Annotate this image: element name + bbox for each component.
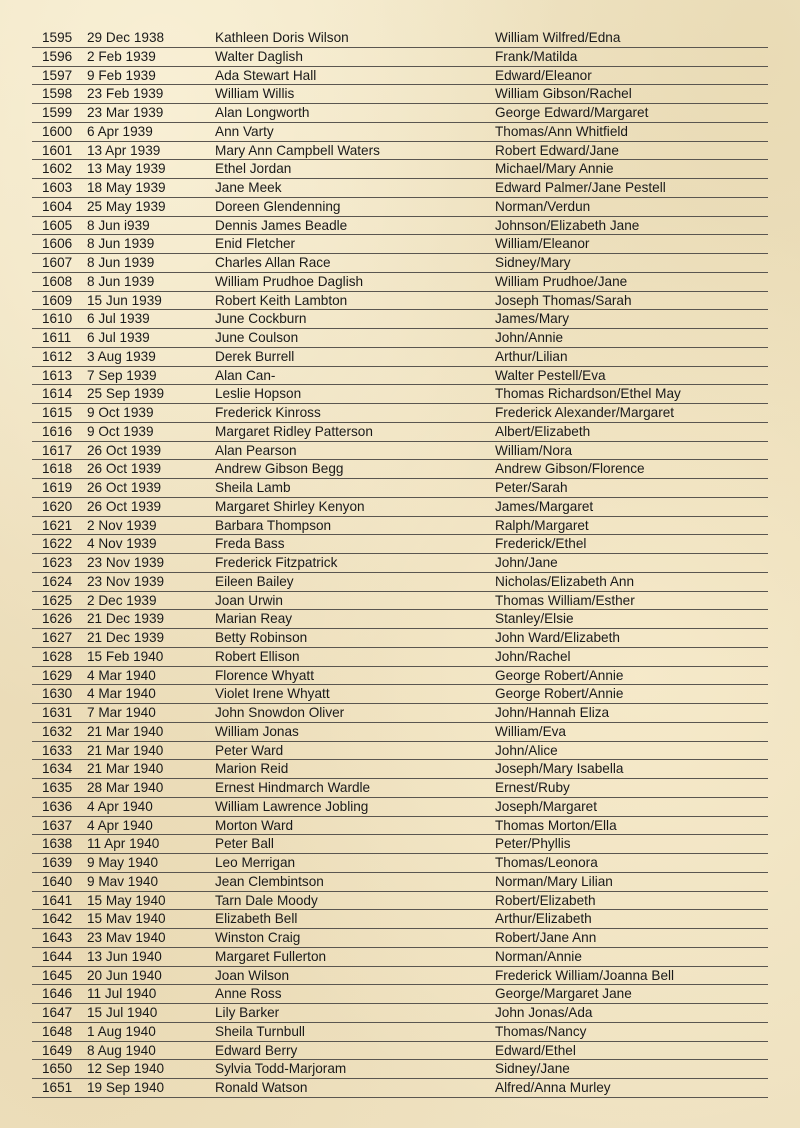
child-name: Derek Burrell	[215, 348, 295, 364]
child-name: William Jonas	[215, 723, 299, 739]
parents-names: Joseph Thomas/Sarah	[495, 292, 632, 308]
entry-number: 1600	[42, 123, 73, 139]
child-name: Leo Merrigan	[215, 855, 296, 870]
child-name: Frederick Kinross	[215, 405, 321, 420]
entry-number: 1638	[42, 836, 73, 852]
entry-number: 1606	[42, 236, 73, 252]
entry-date: 11 Jul 1940	[87, 986, 157, 1002]
parents-names: Joseph/Mary Isabella	[495, 761, 624, 777]
entry-date: 2 Nov 1939	[87, 517, 157, 533]
entry-number: 1603	[42, 180, 73, 195]
entry-date: 21 Dec 1939	[87, 630, 165, 645]
child-name: Sheila Lamb	[215, 480, 291, 495]
parents-names: William Prudhoe/Jane	[495, 273, 628, 289]
parents-names: Sidney/Jane	[495, 1061, 570, 1077]
table-row	[32, 685, 768, 704]
table-row	[32, 198, 768, 217]
table-row	[32, 123, 768, 142]
entry-number: 1635	[42, 780, 73, 795]
child-name: Alan Longworth	[215, 105, 310, 120]
child-name: John Snowdon Oliver	[215, 705, 345, 720]
entry-number: 1643	[42, 930, 73, 945]
entry-date: 2 Dec 1939	[87, 592, 157, 608]
entry-date: 15 Jul 1940	[87, 1005, 158, 1020]
entry-date: 1 Aug 1940	[87, 1023, 156, 1039]
table-row	[32, 217, 768, 236]
entry-number: 1607	[42, 255, 73, 270]
table-row	[32, 610, 768, 629]
entry-date: 19 Sep 1940	[87, 1080, 165, 1095]
child-name: Ann Varty	[215, 123, 274, 139]
entry-number: 1604	[42, 198, 73, 214]
parents-names: George Robert/Annie	[495, 686, 624, 702]
parents-names: John/Alice	[495, 742, 558, 758]
child-name: Robert Keith Lambton	[215, 292, 348, 308]
parents-names: Ernest/Ruby	[495, 780, 570, 795]
parents-names: Thomas William/Esther	[495, 592, 635, 608]
table-row	[32, 817, 768, 836]
table-row	[32, 385, 768, 404]
entry-number: 1626	[42, 611, 73, 627]
entry-date: 20 Jun 1940	[87, 967, 162, 983]
child-name: Ethel Jordan	[215, 161, 292, 177]
child-name: Ronald Watson	[215, 1080, 308, 1095]
entry-number: 1634	[42, 761, 73, 777]
table-row	[32, 329, 768, 348]
table-row	[32, 948, 768, 967]
table-row	[32, 892, 768, 911]
table-row	[32, 48, 768, 67]
entry-number: 1621	[42, 517, 73, 533]
child-name: Leslie Hopson	[215, 386, 302, 402]
parents-names: Andrew Gibson/Florence	[495, 461, 645, 477]
parents-names: Thomas Richardson/Ethel May	[495, 386, 681, 402]
entry-number: 1632	[42, 723, 73, 739]
entry-date: 15 Mav 1940	[87, 911, 166, 927]
child-name: Barbara Thompson	[215, 517, 332, 533]
entry-date: 13 Apr 1939	[87, 142, 161, 158]
parents-names: Thomas/Nancy	[495, 1023, 587, 1039]
entry-number: 1613	[42, 367, 73, 383]
child-name: Sheila Turnbull	[215, 1023, 305, 1039]
entry-number: 1649	[42, 1042, 73, 1058]
entry-number: 1623	[42, 555, 73, 570]
entry-date: 23 Mar 1939	[87, 105, 164, 120]
table-row	[32, 273, 768, 292]
entry-number: 1642	[42, 911, 73, 927]
entry-number: 1596	[42, 48, 73, 64]
table-row	[32, 254, 768, 273]
table-row	[32, 423, 768, 442]
entry-date: 23 Feb 1939	[87, 86, 164, 102]
entry-date: 4 Mar 1940	[87, 686, 156, 702]
entry-date: 9 Oct 1939	[87, 405, 154, 420]
entry-date: 4 Apr 1940	[87, 798, 153, 814]
child-name: William Prudhoe Daglish	[215, 273, 364, 289]
table-row	[32, 592, 768, 611]
child-name: Winston Craig	[215, 930, 301, 945]
entry-date: 28 Mar 1940	[87, 780, 164, 795]
entry-number: 1631	[42, 705, 73, 720]
child-name: Margaret Fullerton	[215, 948, 327, 964]
entry-number: 1605	[42, 217, 73, 233]
parents-names: William/Eleanor	[495, 236, 590, 252]
parents-names: Alfred/Anna Murley	[495, 1080, 611, 1095]
table-row	[32, 85, 768, 104]
entry-number: 1618	[42, 461, 73, 477]
child-name: Ernest Hindmarch Wardle	[215, 780, 371, 795]
entry-date: 3 Aug 1939	[87, 348, 156, 364]
child-name: Mary Ann Campbell Waters	[215, 142, 380, 158]
table-row	[32, 667, 768, 686]
entry-date: 9 Oct 1939	[87, 423, 154, 439]
table-row	[32, 1023, 768, 1042]
child-name: Joan Urwin	[215, 592, 283, 608]
table-row	[32, 873, 768, 892]
entry-date: 6 Jul 1939	[87, 330, 150, 345]
entry-number: 1627	[42, 630, 73, 645]
child-name: Betty Robinson	[215, 630, 308, 645]
parents-names: Thomas/Ann Whitfield	[495, 123, 628, 139]
entry-number: 1650	[42, 1061, 73, 1077]
entry-date: 8 Jun 1939	[87, 236, 155, 252]
entry-number: 1612	[42, 348, 73, 364]
parents-names: Arthur/Elizabeth	[495, 911, 592, 927]
child-name: Robert Ellison	[215, 648, 300, 664]
table-row	[32, 1060, 768, 1079]
entry-number: 1599	[42, 105, 73, 120]
child-name: Enid Fletcher	[215, 236, 296, 252]
table-row	[32, 348, 768, 367]
child-name: Jean Clembintson	[215, 873, 324, 889]
child-name: Alan Pearson	[215, 442, 297, 458]
entry-number: 1601	[42, 142, 73, 158]
table-row	[32, 798, 768, 817]
entry-date: 23 Nov 1939	[87, 555, 165, 570]
entry-number: 1651	[42, 1080, 73, 1095]
parents-names: Joseph/Margaret	[495, 798, 598, 814]
entry-number: 1595	[42, 30, 73, 45]
child-name: Ada Stewart Hall	[215, 67, 317, 83]
parents-names: James/Mary	[495, 311, 570, 327]
child-name: Tarn Dale Moody	[215, 892, 318, 908]
parents-names: Stanley/Elsie	[495, 611, 574, 627]
table-row	[32, 985, 768, 1004]
child-name: Violet Irene Whyatt	[215, 686, 330, 702]
entry-number: 1615	[42, 405, 73, 420]
parents-names: John Jonas/Ada	[495, 1005, 593, 1020]
entry-date: 23 Nov 1939	[87, 573, 165, 589]
table-row	[32, 367, 768, 386]
entry-date: 4 Apr 1940	[87, 817, 153, 833]
parents-names: Peter/Phyllis	[495, 836, 571, 852]
parents-names: Norman/Verdun	[495, 198, 591, 214]
entry-date: 21 Mar 1940	[87, 723, 164, 739]
entry-number: 1611	[42, 330, 72, 345]
child-name: Eileen Bailey	[215, 573, 294, 589]
entry-date: 2 Feb 1939	[87, 48, 156, 64]
entry-date: 8 Jun 1939	[87, 255, 155, 270]
entry-number: 1620	[42, 498, 73, 514]
child-name: Doreen Glendenning	[215, 198, 341, 214]
child-name: William Lawrence Jobling	[215, 798, 369, 814]
entry-number: 1602	[42, 161, 73, 177]
entry-date: 7 Mar 1940	[87, 705, 156, 720]
entry-number: 1640	[42, 873, 73, 889]
entry-date: 9 Feb 1939	[87, 67, 156, 83]
table-row	[32, 723, 768, 742]
table-row	[32, 629, 768, 648]
child-name: Kathleen Doris Wilson	[215, 30, 349, 45]
entry-number: 1646	[42, 986, 73, 1002]
table-row	[32, 910, 768, 929]
child-name: Alan Can-	[215, 367, 276, 383]
parents-names: Frederick William/Joanna Bell	[495, 967, 675, 983]
entry-date: 8 Jun i939	[87, 217, 150, 233]
table-row	[32, 479, 768, 498]
parents-names: Frank/Matilda	[495, 48, 578, 64]
table-row	[32, 442, 768, 461]
entry-number: 1624	[42, 573, 73, 589]
entry-date: 21 Mar 1940	[87, 742, 164, 758]
table-row	[32, 779, 768, 798]
table-row	[32, 929, 768, 948]
entry-date: 13 Jun 1940	[87, 948, 162, 964]
table-row	[32, 142, 768, 161]
child-name: Peter Ward	[215, 742, 284, 758]
entry-number: 1628	[42, 648, 73, 664]
entry-date: 15 May 1940	[87, 892, 166, 908]
parents-names: Edward Palmer/Jane Pestell	[495, 180, 666, 195]
child-name: Margaret Shirley Kenyon	[215, 498, 365, 514]
child-name: Dennis James Beadle	[215, 217, 348, 233]
child-name: Anne Ross	[215, 986, 282, 1002]
parents-names: William/Nora	[495, 442, 573, 458]
entry-date: 6 Apr 1939	[87, 123, 153, 139]
entry-date: 15 Jun 1939	[87, 292, 162, 308]
entry-date: 7 Sep 1939	[87, 367, 157, 383]
entry-number: 1597	[42, 67, 73, 83]
child-name: Sylvia Todd-Marjoram	[215, 1061, 347, 1077]
child-name: June Coulson	[215, 330, 299, 345]
entry-date: 8 Aug 1940	[87, 1042, 156, 1058]
entry-number: 1630	[42, 686, 73, 702]
entry-number: 1647	[42, 1005, 73, 1020]
parents-names: John/Rachel	[495, 648, 571, 664]
parents-names: John Ward/Elizabeth	[495, 630, 620, 645]
entry-date: 11 Apr 1940	[87, 836, 160, 852]
table-row	[32, 835, 768, 854]
parents-names: Johnson/Elizabeth Jane	[495, 217, 640, 233]
entry-date: 4 Nov 1939	[87, 536, 157, 552]
child-name: Florence Whyatt	[215, 667, 314, 683]
table-row	[32, 292, 768, 311]
table-row	[32, 67, 768, 86]
parents-names: Albert/Elizabeth	[495, 423, 591, 439]
parents-names: Thomas Morton/Ella	[495, 817, 617, 833]
table-row	[32, 517, 768, 536]
parents-names: Sidney/Mary	[495, 255, 571, 270]
table-row	[32, 310, 768, 329]
parents-names: Ralph/Margaret	[495, 517, 589, 533]
entry-number: 1598	[42, 86, 73, 102]
table-row	[32, 104, 768, 123]
child-name: Marian Reay	[215, 611, 293, 627]
parents-names: Edward/Ethel	[495, 1042, 576, 1058]
entry-number: 1610	[42, 311, 73, 327]
child-name: Walter Daglish	[215, 48, 303, 64]
entry-date: 26 Oct 1939	[87, 498, 162, 514]
entry-number: 1609	[42, 292, 73, 308]
table-row	[32, 1079, 768, 1098]
table-row	[32, 704, 768, 723]
child-name: Elizabeth Bell	[215, 911, 298, 927]
entry-date: 13 May 1939	[87, 161, 166, 177]
entry-number: 1625	[42, 592, 73, 608]
parents-names: George Edward/Margaret	[495, 105, 649, 120]
parents-names: Frederick/Ethel	[495, 536, 587, 552]
table-row	[32, 573, 768, 592]
table-row	[32, 404, 768, 423]
parents-names: Norman/Annie	[495, 948, 582, 964]
entry-date: 9 May 1940	[87, 855, 159, 870]
table-row	[32, 760, 768, 779]
parents-names: Frederick Alexander/Margaret	[495, 405, 675, 420]
entry-number: 1644	[42, 948, 73, 964]
parents-names: John/Annie	[495, 330, 564, 345]
entry-number: 1637	[42, 817, 73, 833]
table-row	[32, 554, 768, 573]
entry-number: 1633	[42, 742, 73, 758]
entry-number: 1617	[42, 442, 73, 458]
entry-date: 6 Jul 1939	[87, 311, 150, 327]
parents-names: John/Jane	[495, 555, 558, 570]
entry-date: 21 Dec 1939	[87, 611, 165, 627]
parents-names: Robert/Jane Ann	[495, 930, 597, 945]
parents-names: Arthur/Lilian	[495, 348, 568, 364]
entry-date: 25 Sep 1939	[87, 386, 165, 402]
entry-date: 9 Mav 1940	[87, 873, 159, 889]
child-name: Lily Barker	[215, 1005, 280, 1020]
entry-number: 1614	[42, 386, 73, 402]
parents-names: William Wilfred/Edna	[495, 30, 621, 45]
child-name: Marion Reid	[215, 761, 289, 777]
parents-names: Michael/Mary Annie	[495, 161, 614, 177]
entry-date: 26 Oct 1939	[87, 480, 162, 495]
entry-number: 1619	[42, 480, 73, 495]
entry-number: 1616	[42, 423, 73, 439]
entry-number: 1636	[42, 798, 73, 814]
child-name: William Willis	[215, 86, 295, 102]
entry-date: 25 May 1939	[87, 198, 166, 214]
child-name: Jane Meek	[215, 180, 282, 195]
parents-names: George/Margaret Jane	[495, 986, 632, 1002]
table-row	[32, 535, 768, 554]
table-row	[32, 742, 768, 761]
entry-number: 1648	[42, 1023, 73, 1039]
child-name: Margaret Ridley Patterson	[215, 423, 373, 439]
entry-date: 21 Mar 1940	[87, 761, 164, 777]
parents-names: Nicholas/Elizabeth Ann	[495, 573, 635, 589]
parents-names: Thomas/Leonora	[495, 855, 598, 870]
entry-number: 1629	[42, 667, 73, 683]
table-row	[32, 29, 768, 48]
table-row	[32, 1042, 768, 1061]
entry-date: 8 Jun 1939	[87, 273, 155, 289]
child-name: Freda Bass	[215, 536, 285, 552]
entry-date: 26 Oct 1939	[87, 461, 162, 477]
child-name: Andrew Gibson Begg	[215, 461, 344, 477]
table-row	[32, 498, 768, 517]
register-table	[32, 29, 768, 1098]
entry-number: 1608	[42, 273, 73, 289]
parents-names: James/Margaret	[495, 498, 594, 514]
child-name: Edward Berry	[215, 1042, 298, 1058]
table-row	[32, 967, 768, 986]
table-row	[32, 179, 768, 198]
parents-names: Edward/Eleanor	[495, 67, 592, 83]
parents-names: William Gibson/Rachel	[495, 86, 632, 102]
child-name: Morton Ward	[215, 817, 294, 833]
table-row	[32, 460, 768, 479]
entry-number: 1622	[42, 536, 73, 552]
table-row	[32, 648, 768, 667]
entry-date: 23 Mav 1940	[87, 930, 166, 945]
entry-date: 4 Mar 1940	[87, 667, 156, 683]
entry-date: 15 Feb 1940	[87, 648, 164, 664]
parents-names: George Robert/Annie	[495, 667, 624, 683]
table-row	[32, 235, 768, 254]
entry-number: 1645	[42, 967, 73, 983]
parents-names: John/Hannah Eliza	[495, 705, 610, 720]
entry-number: 1639	[42, 855, 73, 870]
parents-names: William/Eva	[495, 723, 566, 739]
entry-date: 26 Oct 1939	[87, 442, 162, 458]
child-name: Joan Wilson	[215, 967, 290, 983]
parents-names: Peter/Sarah	[495, 480, 568, 495]
entry-date: 12 Sep 1940	[87, 1061, 165, 1077]
table-row	[32, 854, 768, 873]
parents-names: Walter Pestell/Eva	[495, 367, 606, 383]
entry-date: 18 May 1939	[87, 180, 166, 195]
child-name: Peter Ball	[215, 836, 274, 852]
parents-names: Robert/Elizabeth	[495, 892, 596, 908]
entry-date: 29 Dec 1938	[87, 30, 165, 45]
parents-names: Robert Edward/Jane	[495, 142, 619, 158]
table-row	[32, 160, 768, 179]
entry-number: 1641	[42, 892, 73, 908]
parents-names: Norman/Mary Lilian	[495, 873, 613, 889]
table-row	[32, 1004, 768, 1023]
child-name: Frederick Fitzpatrick	[215, 555, 338, 570]
child-name: Charles Allan Race	[215, 255, 331, 270]
child-name: June Cockburn	[215, 311, 307, 327]
